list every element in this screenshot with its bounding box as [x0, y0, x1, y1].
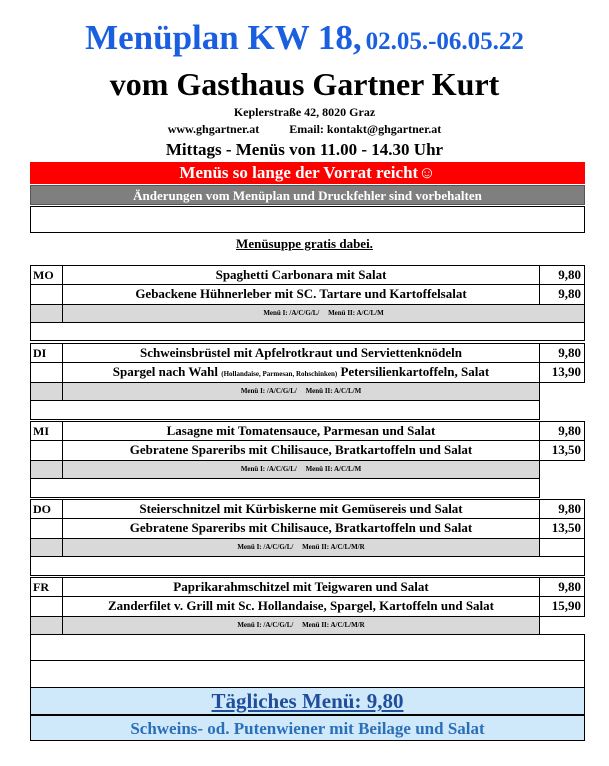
daily-menu-title [30, 687, 585, 715]
day-label: DI [30, 343, 63, 363]
menu2-price: 9,80 [539, 284, 585, 305]
grey-cell [30, 616, 63, 635]
day-label: FR [30, 577, 63, 597]
website-link[interactable]: www.ghgartner.at [167, 122, 260, 136]
allergen-info: Menü I: /A/C/G/L/ Menü II: A/C/L/M/R [62, 616, 540, 635]
menu2-dish: Gebratene Spareribs mit Chilisauce, Bratkartoffeln und Salat [62, 518, 540, 539]
grey-cell [30, 382, 63, 401]
restaurant-name: vom Gasthaus Gartner Kurt [109, 66, 500, 102]
allergen-info: Menü I: /A/C/G/L/ Menü II: A/C/L/M [62, 304, 585, 323]
menu1-price: 9,80 [539, 421, 585, 441]
menu1-dish: Steierschnitzel mit Kürbiskerne mit Gemüsereis und Salat [62, 499, 540, 519]
menu2-dish: Gebratene Spareribs mit Chilisauce, Bratkartoffeln und Salat [62, 440, 540, 461]
menu2-dish: Gebackene Hühnerleber mit SC. Tartare und Kartoffelsalat [62, 284, 540, 305]
grey-cell [30, 304, 63, 323]
disclaimer-notice: Änderungen vom Menüplan und Druckfehler sind vorbehalten [30, 185, 585, 205]
email-link[interactable]: Email: kontakt@ghgartner.at [289, 122, 442, 136]
soup-notice: Menüsuppe gratis dabei. [236, 236, 373, 251]
empty-row [30, 206, 585, 233]
day-label: DO [30, 499, 63, 519]
day-empty [30, 284, 63, 305]
menu1-dish: Spaghetti Carbonara mit Salat [62, 265, 540, 285]
spacer-row [30, 634, 585, 661]
day-empty [30, 596, 63, 617]
daily-menu-title-text: Tägliches Menü: 9,80 [211, 689, 404, 713]
spacer-row [30, 556, 585, 576]
menu2-price: 13,90 [539, 362, 585, 383]
menu2-price: 15,90 [539, 596, 585, 617]
allergen-info: Menü I: /A/C/G/L/ Menü II: A/C/L/M [62, 382, 540, 401]
contact-line [0, 122, 609, 137]
grey-cell [30, 460, 63, 479]
menu2-dish [62, 362, 540, 383]
menu2-price: 13,50 [539, 518, 585, 539]
menu2-dish: Zanderfilet v. Grill mit Sc. Hollandaise, Spargel, Kartoffeln und Salat [62, 596, 540, 617]
stock-notice: Menüs so lange der Vorrat reicht☺ [30, 162, 585, 184]
menu1-price: 9,80 [539, 499, 585, 519]
allergen-info: Menü I: /A/C/G/L/ Menü II: A/C/L/M/R [62, 538, 540, 557]
menu2-price: 13,50 [539, 440, 585, 461]
spacer-row [30, 400, 540, 420]
spacer-row [30, 478, 540, 498]
title-main: Menüplan KW 18, [85, 18, 362, 57]
allergen-info: Menü I: /A/C/G/L/ Menü II: A/C/L/M [62, 460, 540, 479]
menu1-price: 9,80 [539, 265, 585, 285]
day-empty [30, 440, 63, 461]
menu1-price: 9,80 [539, 343, 585, 363]
page-title [0, 18, 609, 58]
menu2-dish-options: (Hollandaise, Parmesan, Rohschinken) [221, 370, 338, 378]
empty-cell [539, 538, 585, 557]
day-empty [30, 518, 63, 539]
title-dates: 02.05.-06.05.22 [365, 28, 524, 55]
address: Keplerstraße 42, 8020 Graz [233, 105, 376, 119]
menu1-dish: Lasagne mit Tomatensauce, Parmesan und Salat [62, 421, 540, 441]
day-empty [30, 362, 63, 383]
menu1-price: 9,80 [539, 577, 585, 597]
spacer-row [30, 322, 585, 341]
menu2-dish-post: Petersilienkartoffeln, Salat [337, 364, 490, 379]
menu1-dish: Schweinsbrüstel mit Apfelrotkraut und Serviettenknödeln [62, 343, 540, 363]
menu2-dish-pre: Spargel nach Wahl [112, 364, 222, 379]
daily-menu-description: Schweins- od. Putenwiener mit Beilage und Salat [30, 715, 585, 741]
spacer-row [30, 660, 585, 688]
day-label: MO [30, 265, 63, 285]
grey-cell [30, 538, 63, 557]
menu1-dish: Paprikarahmschitzel mit Teigwaren und Salat [62, 577, 540, 597]
day-label: MI [30, 421, 63, 441]
opening-hours: Mittags - Menüs von 11.00 - 14.30 Uhr [165, 140, 444, 159]
